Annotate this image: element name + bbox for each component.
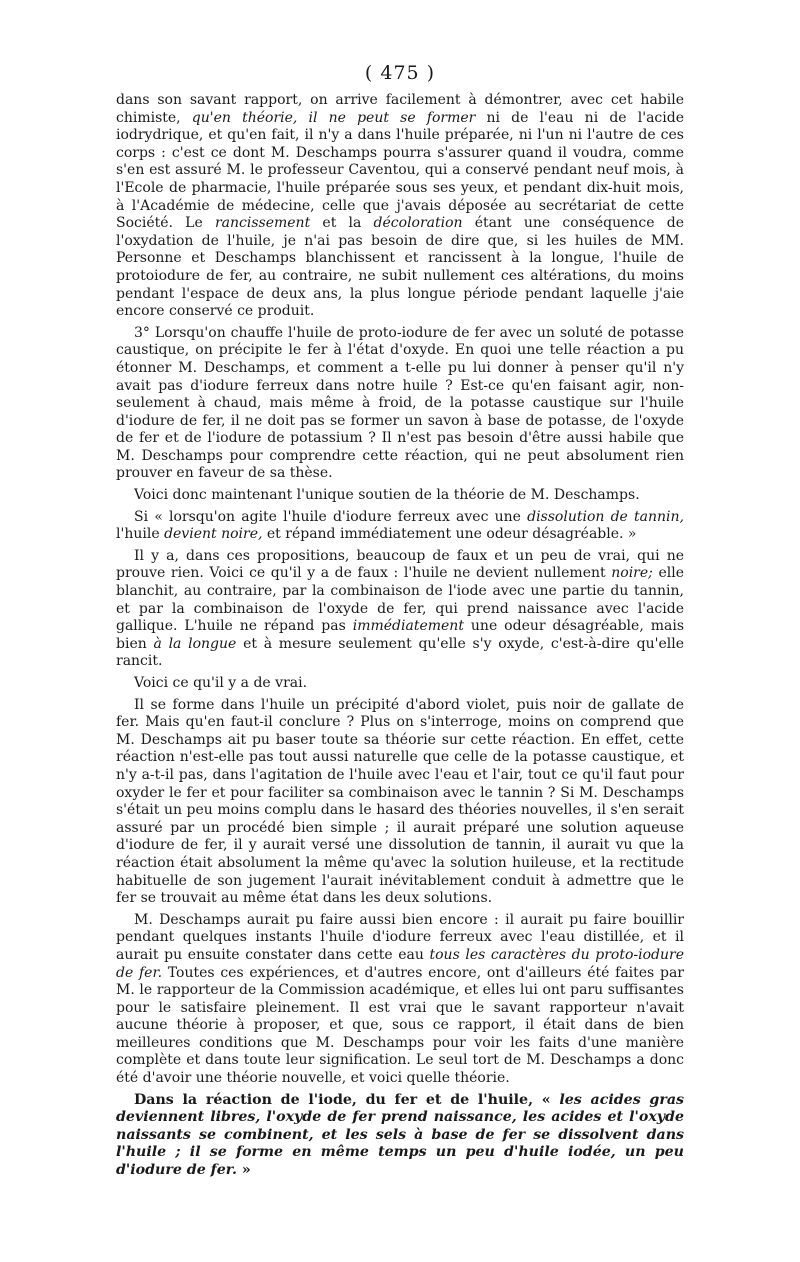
paragraph-p8 — [116, 912, 684, 1088]
page-number: ( 475 ) — [364, 62, 436, 84]
text-segment: » — [236, 1162, 251, 1179]
paragraph-p5 — [116, 548, 684, 671]
text-segment: Si « lorsqu'on agite l'huile d'iodure ferreux avec une — [134, 508, 528, 525]
italic-text: devient noire, — [164, 526, 263, 543]
text-segment: et à mesure seulement qu'elle s'y oxyde, c'est-à-dire qu'elle rancit. — [116, 635, 684, 670]
text-segment: Il se forme dans l'huile un précipité d'abord violet, puis noir de gallate de fer. Mais qu'en faut-il conclure ? Plus on s'interroge, moins on comprend que M. Deschamps ait pu baser toute sa théorie sur cette réaction. En effet, cette réaction n'est-elle pas tout aussi naturelle que celle de la potasse caustique, et n'y a-t-il pas, dans l'agitation de l'huile avec l'eau et l'air, tout ce qu'il faut pour oxyder le fer et pour faciliter sa combinaison avec le tannin ? Si M. Deschamps s'était un peu moins complu dans le hasard des théories nouvelles, il s'en serait assuré par un procédé bien simple ; il aurait préparé une solution aqueuse d'iodure de fer, il y aurait versé une dissolution de tannin, il aurait vu que la réaction était absolument la même qu'avec la solution huileuse, et la rectitude habituelle de son jugement l'aurait inévitablement conduit à admettre que le fer se trouvait au même état dans les deux solutions. — [116, 696, 684, 907]
text-segment: Toutes ces expériences, et d'autres encore, ont d'ailleurs été faites par M. le rapporteur de la Commission académique, et elles lui ont paru suffisantes pour le satisfaire pleinement. Il est vrai que le savant rapporteur n'avait aucune théorie à proposer, et que, sous ce rapport, il était dans de bien meilleures conditions que M. Deschamps pour voir les faits d'une manière complète et dans toute leur signification. Le seul tort de M. Deschamps a donc été d'avoir une théorie nouvelle, et voici quelle théorie. — [116, 964, 684, 1087]
italic-text: les acides gras deviennent libres, l'oxyde de fer prend naissance, les acides et l'oxyde naissants se combinent, et les sels à base de fer se dissolvent dans l'huile ; il se forme en même temps un peu d'huile iodée, un peu d'iodure de fer. — [116, 1091, 684, 1179]
text-segment: elle blanchit, au contraire, par la combinaison de l'iode avec une partie du tannin, et par la combinaison de l'oxyde de fer, qui prend naissance avec l'acide gallique. L'huile ne répand pas — [116, 565, 685, 635]
paragraph-p1 — [116, 92, 684, 321]
paragraph-p3 — [116, 487, 684, 505]
paragraph-p4 — [116, 509, 684, 544]
text-segment: une odeur désagréable, mais bien — [116, 618, 685, 652]
text-segment: Il y a, dans ces propositions, beaucoup de faux et un peu de vrai, qui ne prouve rien. Voici ce qu'il y a de faux : l'huile ne devient nullement — [116, 547, 684, 582]
body-text — [116, 92, 684, 1184]
italic-text: noire; — [611, 565, 653, 582]
text-segment: et répand immédiatement une odeur désagréable. » — [262, 526, 637, 543]
italic-text: qu'en théorie, il ne peut se former — [191, 109, 476, 126]
italic-text: tous les caractères du proto-iodure de fer. — [116, 946, 684, 981]
paragraph-p9 — [116, 1092, 684, 1180]
paragraph-p2 — [116, 325, 684, 483]
text-segment: ni de l'eau ni de l'acide iodrydrique, et qu'en fait, il n'y a dans l'huile préparée, ni l'un ni l'autre de ces corps : c'est ce dont M. Deschamps pourra s'assurer quand il voudra, comme s'en est assuré M. le professeur Caventou, qui a conservé pendant neuf mois, à l'Ecole de pharmacie, l'huile préparée sous ses yeux, et pendant dix-huit mois, à l'Académie de médecine, celle que j'avais déposée au secrétariat de cette Société. Le — [116, 109, 684, 232]
text-segment: Voici ce qu'il y a de vrai. — [134, 675, 308, 691]
text-segment: étant une conséquence de l'oxydation de l'huile, je n'ai pas besoin de dire que, si les huiles de MM. Personne et Deschamps blanchissent et rancissent à la longue, l'huile de protoiodure de fer, au contraire, ne subit nullement ces altérations, du moins pendant l'espace de deux ans, la plus longue période pendant laquelle j'aie encore conservé ce produit. — [116, 215, 684, 320]
paragraph-p6 — [116, 675, 684, 693]
text-segment: M. Deschamps aurait pu faire aussi bien encore : il aurait pu faire bouillir pendant quelques instants l'huile d'iodure ferreux avec l'eau distillée, et il aurait pu ensuite constater dans cette eau — [116, 911, 684, 963]
italic-text: décoloration — [373, 215, 463, 232]
paragraph-p7 — [116, 697, 684, 908]
text-segment: Dans la réaction de l'iode, du fer et de l'huile, « — [134, 1091, 560, 1108]
text-segment: dans son savant rapport, on arrive facilement à démontrer, avec cet habile chimiste, — [116, 92, 684, 126]
italic-text: à la longue — [153, 635, 237, 652]
text-segment: Voici donc maintenant l'unique soutien de la théorie de M. Deschamps. — [134, 487, 640, 504]
text-segment: et la — [310, 215, 374, 232]
italic-text: rancissement — [214, 215, 311, 232]
italic-text: dissolution de tannin, — [527, 508, 684, 525]
text-segment: l'huile — [116, 526, 165, 543]
italic-text: immédiatement — [352, 618, 464, 635]
text-segment: 3° Lorsqu'on chauffe l'huile de proto-iodure de fer avec un soluté de potasse caustique, on précipite le fer à l'état d'oxyde. En quoi une telle réaction a pu étonner M. Deschamps, et comment a t-elle pu lui donner à penser qu'il n'y avait pas d'iodure ferreux dans notre huile ? Est-ce qu'en faisant agir, non-seulement à chaud, mais même à froid, de la potasse caustique sur l'huile d'iodure de fer, il ne doit pas se former un savon à base de potasse, de l'oxyde de fer et de l'iodure de potassium ? Il n'est pas besoin d'être aussi habile que M. Deschamps pour comprendre cette réaction, qui ne peut absolument rien prouver en faveur de sa thèse. — [116, 324, 684, 482]
